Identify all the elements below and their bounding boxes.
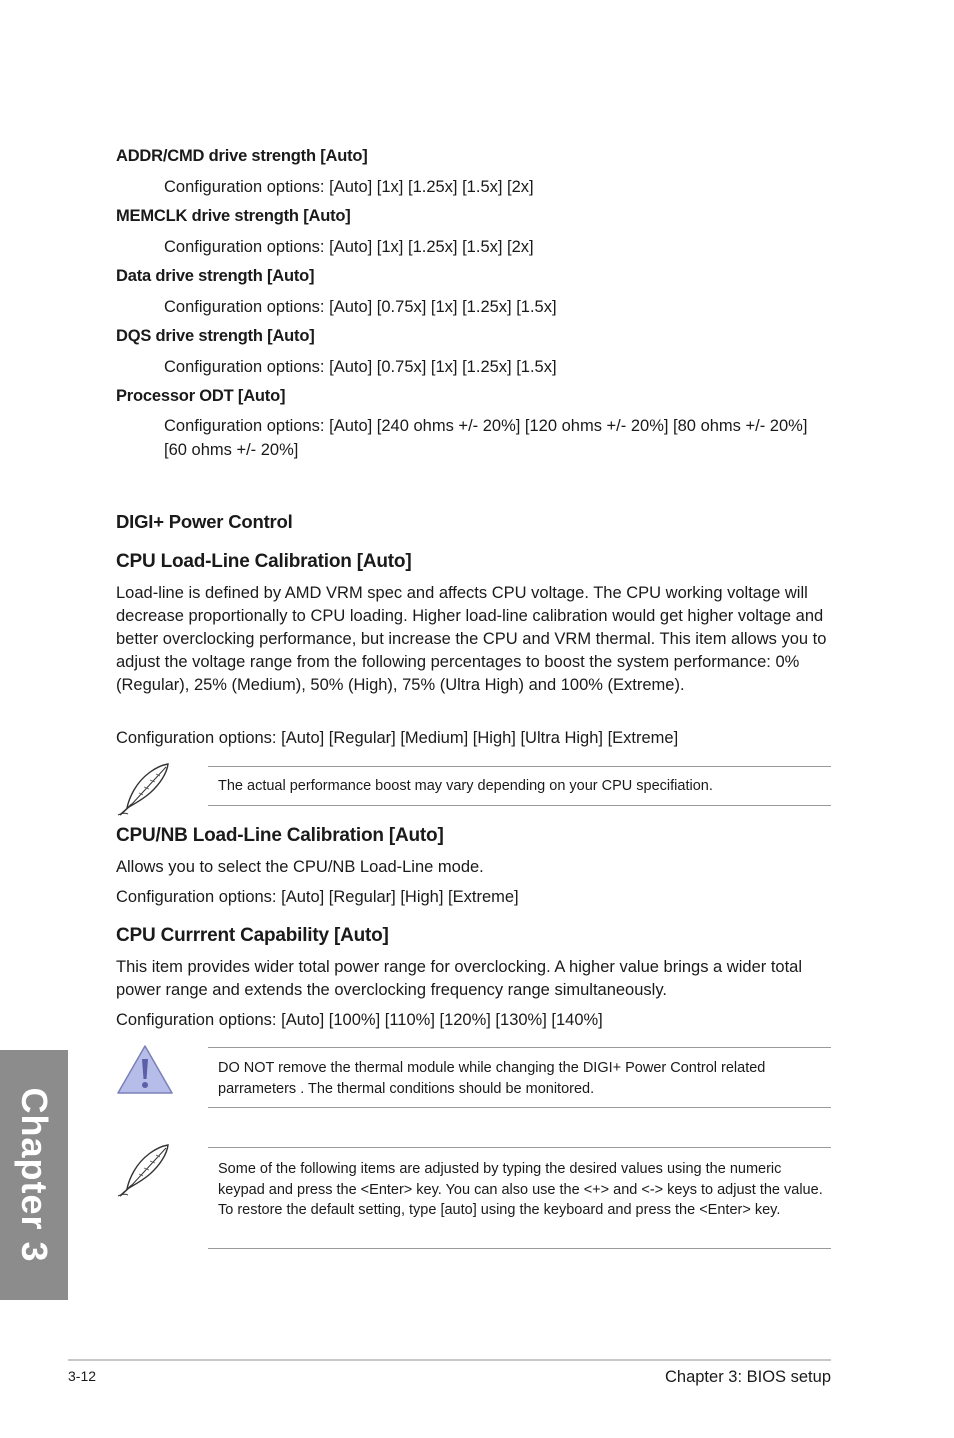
feather-pen-icon: [112, 1141, 176, 1199]
item-title-processor-odt: Processor ODT [Auto]: [116, 387, 286, 405]
cpu-current-description: This item provides wider total power range for overclocking. A higher value brings a wider total power range and extends the overclocking frequency range simultaneously.: [116, 958, 803, 999]
cpu-llc-options: Configuration options: [Auto] [Regular] [Medium] [High] [Ultra High] [Extreme]: [116, 729, 679, 747]
feather-pen-icon: [112, 760, 176, 818]
note-text-performance: The actual performance boost may vary depending on your CPU specifiation.: [218, 778, 713, 794]
chapter-side-tab: [0, 1050, 68, 1300]
warning-triangle-icon: [115, 1043, 175, 1097]
note-box-performance: [208, 766, 831, 806]
item-title-data-drive: Data drive strength [Auto]: [116, 267, 315, 285]
cpunb-llc-description: Allows you to select the CPU/NB Load-Line mode.: [116, 858, 484, 876]
note-text-numeric-entry: Some of the following items are adjusted by typing the desired values using the numeric keypad and press the <Enter> key. You can also use the <+> and <-> keys to adjust the value. To restore the default setting, type [auto] using the keyboard and press the <Enter> key.: [218, 1161, 823, 1218]
warning-box: [208, 1047, 831, 1108]
note-box-numeric-entry: [208, 1147, 831, 1249]
item-title-dqs-drive: DQS drive strength [Auto]: [116, 327, 315, 345]
cpu-current-options: Configuration options: [Auto] [100%] [110%] [120%] [130%] [140%]: [116, 1011, 603, 1029]
digi-power-heading: DIGI+ Power Control: [116, 511, 293, 532]
item-options-addr-cmd: Configuration options: [Auto] [1x] [1.25x] [1.5x] [2x]: [164, 178, 534, 196]
footer-chapter-label: Chapter 3: BIOS setup: [664, 1368, 831, 1386]
item-options-processor-odt: Configuration options: [Auto] [240 ohms +/- 20%] [120 ohms +/- 20%] [80 ohms +/- 20%] [60 ohms +/- 20%]: [164, 417, 808, 459]
footer-rule: [68, 1359, 831, 1361]
cpunb-llc-title: CPU/NB Load-Line Calibration [Auto]: [116, 825, 444, 846]
item-options-data-drive: Configuration options: [Auto] [0.75x] [1x] [1.25x] [1.5x]: [164, 298, 557, 316]
cpu-current-title: CPU Currrent Capability [Auto]: [116, 925, 389, 946]
item-title-memclk: MEMCLK drive strength [Auto]: [116, 207, 351, 225]
item-options-memclk: Configuration options: [Auto] [1x] [1.25x] [1.5x] [2x]: [164, 238, 534, 256]
warning-text: DO NOT remove the thermal module while changing the DIGI+ Power Control related parrameters . The thermal conditions should be monitored.: [218, 1060, 766, 1097]
chapter-tab-label: Chapter 3: [14, 1087, 55, 1263]
cpu-llc-description: Load-line is defined by AMD VRM spec and affects CPU voltage. The CPU working voltage will decrease proportionally to CPU loading. Higher load-line calibration would get higher voltage and better overclocking performance, but increase the CPU and VRM thermal. This item allows you to adjust the voltage range from the following percentages to boost the system performance: 0% (Regular), 25% (Medium), 50% (High), 75% (Ultra High) and 100% (Extreme).: [116, 584, 827, 694]
item-options-dqs-drive: Configuration options: [Auto] [0.75x] [1x] [1.25x] [1.5x]: [164, 358, 557, 376]
cpunb-llc-options: Configuration options: [Auto] [Regular] [High] [Extreme]: [116, 888, 519, 906]
cpu-llc-title: CPU Load-Line Calibration [Auto]: [116, 551, 412, 572]
item-title-addr-cmd: ADDR/CMD drive strength [Auto]: [116, 147, 368, 165]
footer-page-number: 3-12: [68, 1368, 97, 1384]
